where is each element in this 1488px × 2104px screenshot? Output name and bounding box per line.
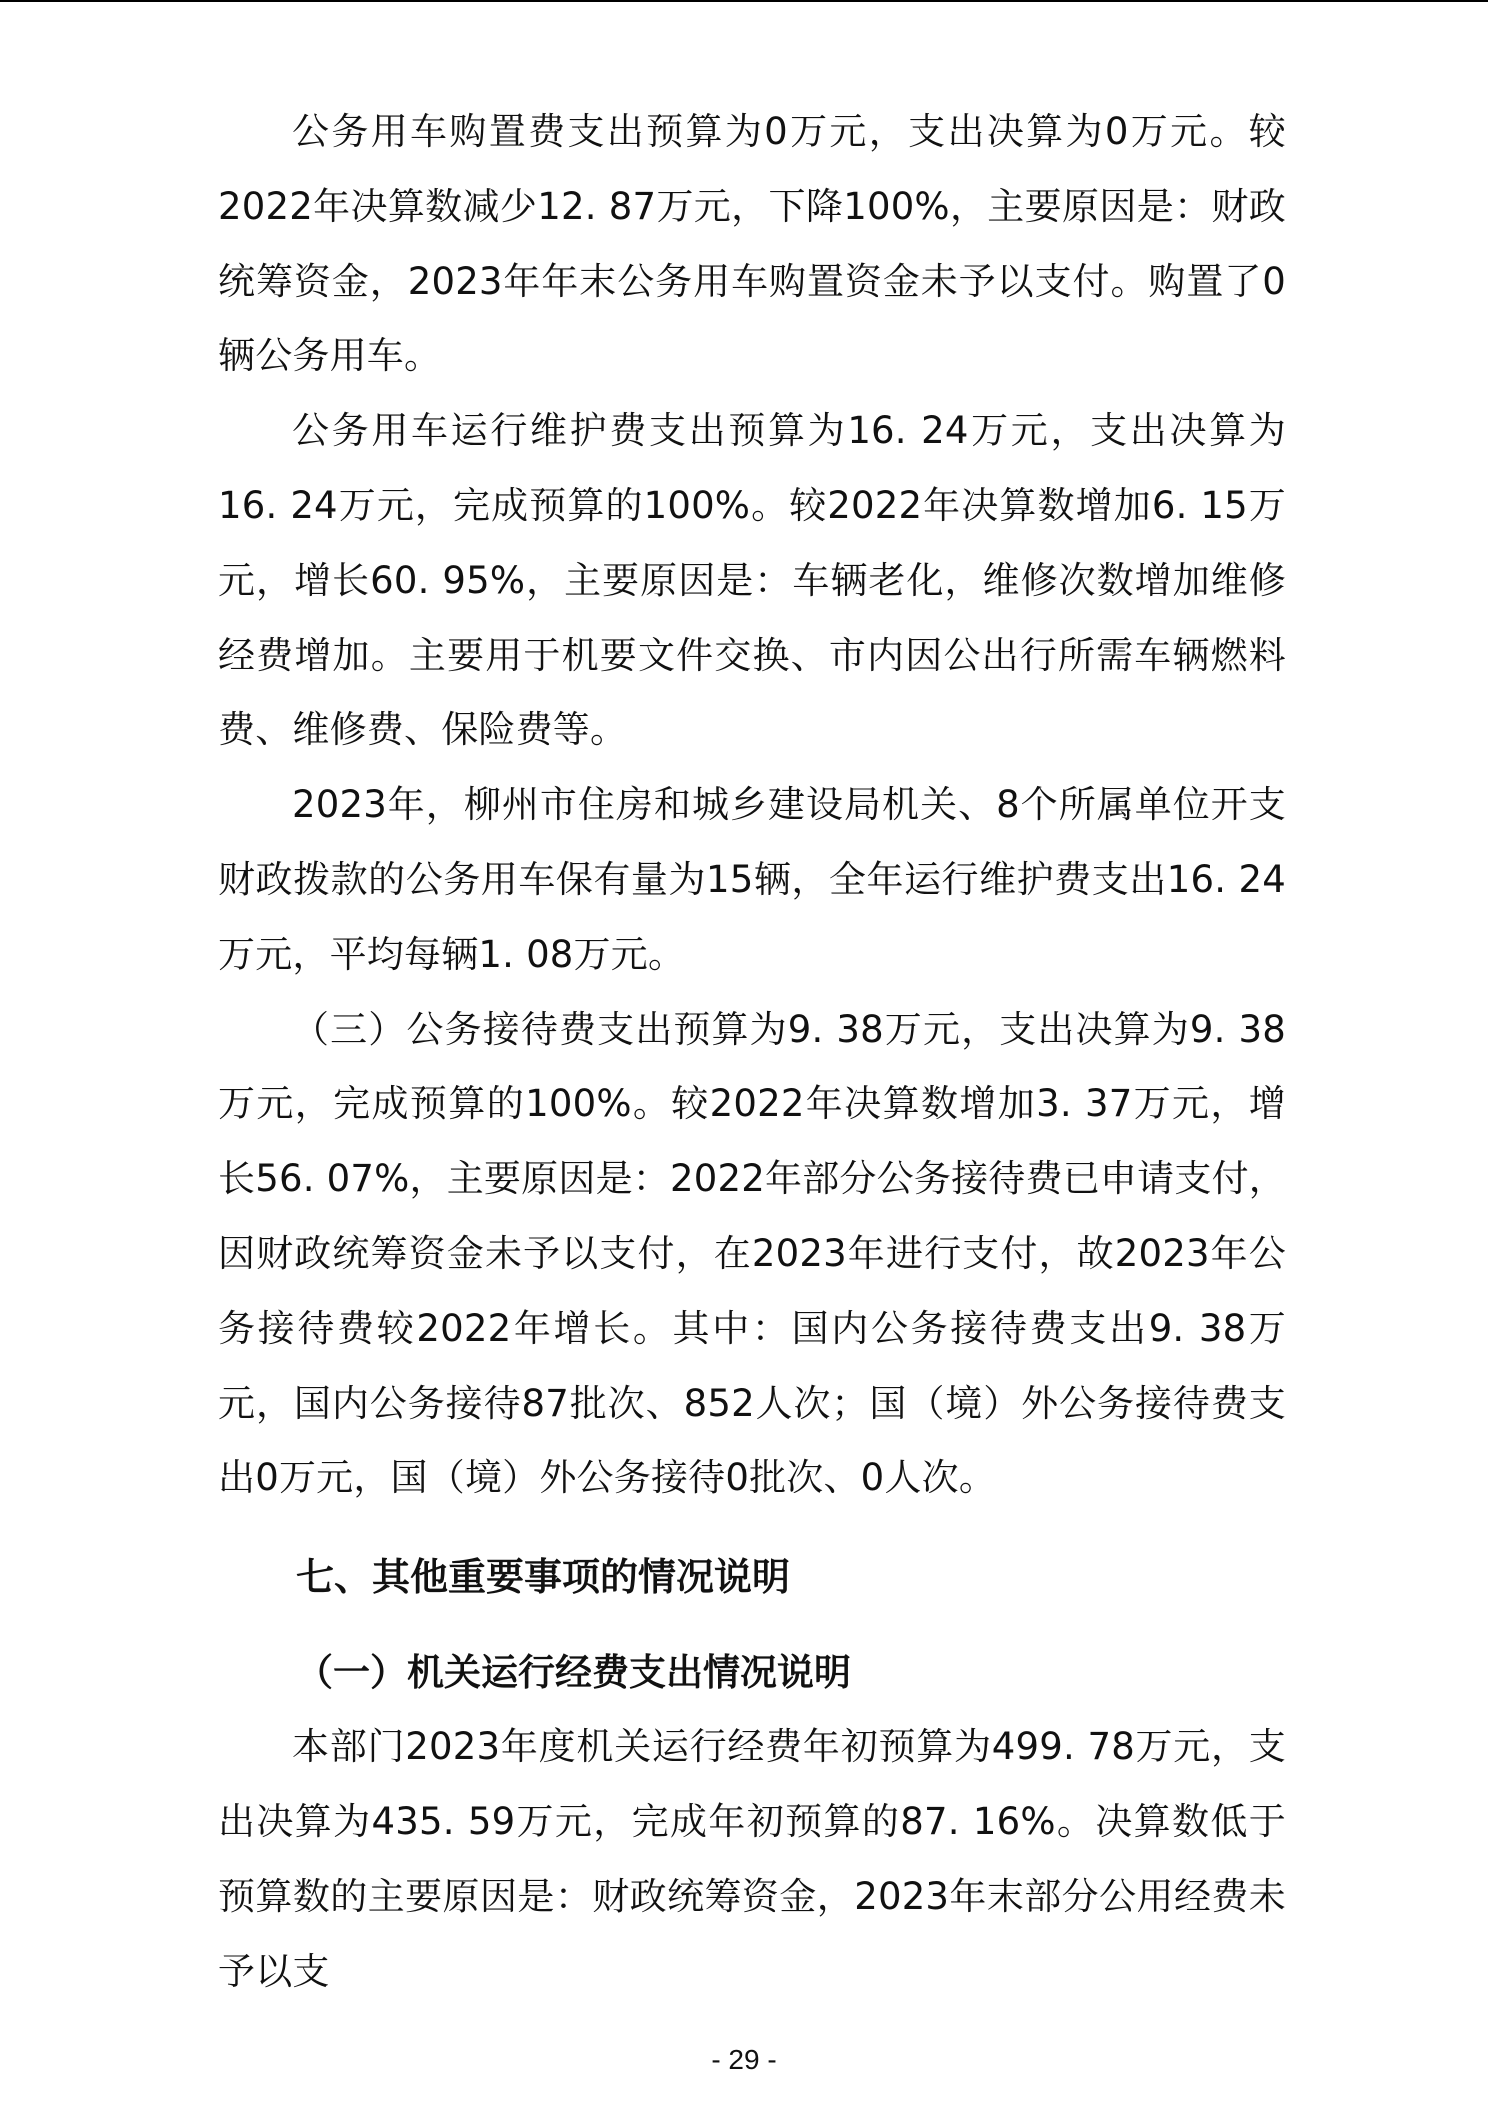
section-heading: 七、其他重要事项的情况说明 (296, 1555, 791, 1600)
paragraph-operating-expense: 本部门2023年度机关运行经费年初预算为499. 78万元，支出决算为435. 59万元，完成年初预算的87. 16%。决算数低于预算数的主要原因是：财政统筹资金，2023年末部分公用经费未予以支 (218, 1725, 1286, 1993)
top-border-line (0, 0, 1488, 2)
subsection-heading: （一）机关运行经费支出情况说明 (296, 1651, 851, 1695)
paragraph-reception-expense: （三）公务接待费支出预算为9. 38万元，支出决算为9. 38万元，完成预算的100%。较2022年决算数增加3. 37万元，增长56. 07%，主要原因是：2022年部分公务接待费已申请支付，因财政统筹资金未予以支付，在2023年进行支付，故2023年公务接待费较2022年增长。其中：国内公务接待费支出9. 38万元，国内公务接待87批次、852人次；国（境）外公务接待费支出0万元，国（境）外公务接待0批次、0人次。 (218, 1007, 1286, 1500)
document-body (218, 95, 1286, 2009)
paragraph-vehicle-purchase: 公务用车购置费支出预算为0万元，支出决算为0万元。较2022年决算数减少12. 87万元，下降100%，主要原因是：财政统筹资金，2023年年末公务用车购置资金未予以支付。购置了0辆公务用车。 (218, 110, 1286, 378)
page-number: - 29 - (711, 2044, 777, 2075)
paragraph-vehicle-fleet: 2023年，柳州市住房和城乡建设局机关、8个所属单位开支财政拨款的公务用车保有量为15辆，全年运行维护费支出16. 24万元，平均每辆1. 08万元。 (218, 783, 1286, 976)
paragraph-vehicle-maintenance: 公务用车运行维护费支出预算为16. 24万元，支出决算为16. 24万元，完成预算的100%。较2022年决算数增加6. 15万元，增长60. 95%，主要原因是：车辆老化，维修次数增加维修经费增加。主要用于机要文件交换、市内因公出行所需车辆燃料费、维修费、保险费等。 (218, 409, 1286, 752)
